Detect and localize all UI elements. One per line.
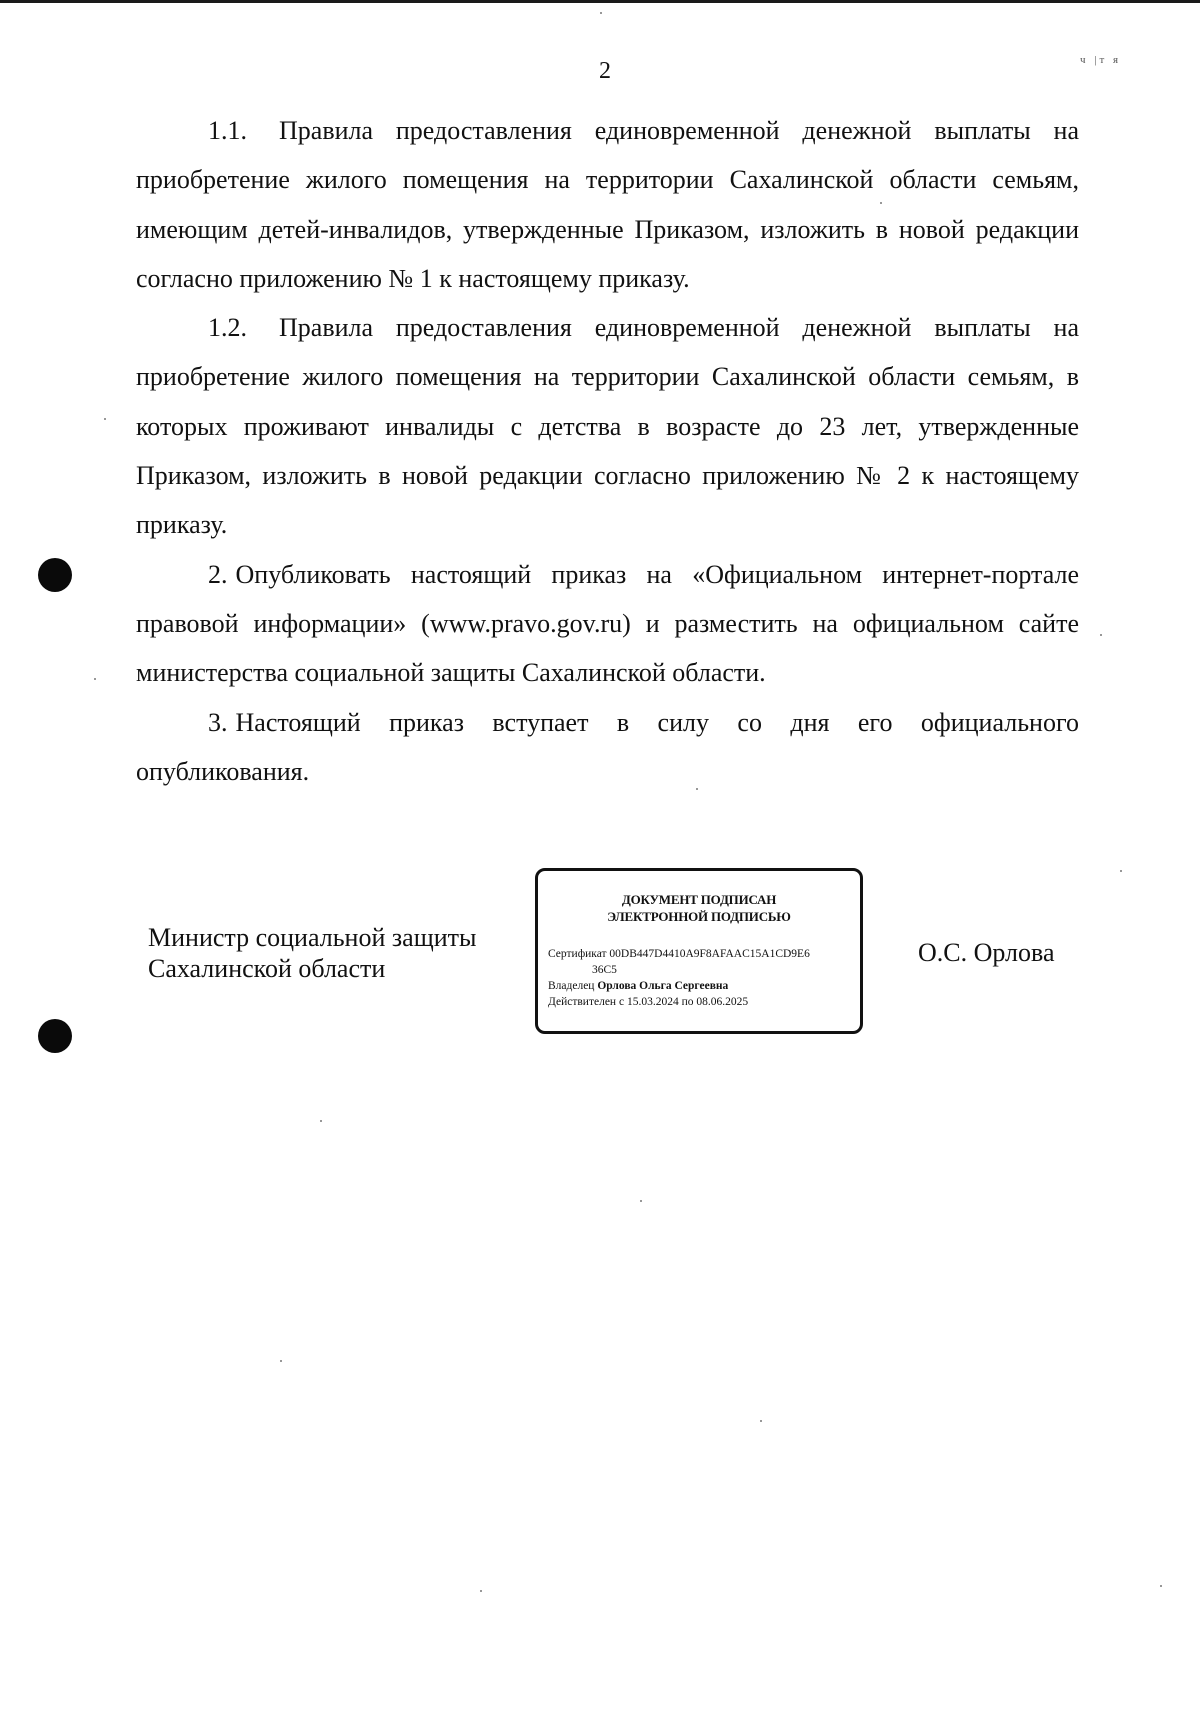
owner-line	[548, 978, 810, 994]
paragraph-3	[136, 698, 1079, 797]
corner-scan-mark: ч |т я	[1080, 54, 1122, 66]
paragraph-1-2	[136, 303, 1079, 549]
paragraph-number: 2.	[208, 559, 228, 589]
paragraph-2	[136, 550, 1079, 698]
stamp-title-line: ЭЛЕКТРОННОЙ ПОДПИСЬЮ	[607, 909, 791, 924]
scan-speck	[280, 1360, 282, 1362]
electronic-signature-stamp	[535, 868, 863, 1034]
certificate-line	[548, 946, 810, 962]
punch-hole-lower	[38, 1019, 72, 1053]
scan-speck	[1120, 870, 1122, 872]
owner-value: Орлова Ольга Сергеевна	[597, 980, 729, 992]
signer-name: О.С. Орлова	[918, 938, 1055, 967]
stamp-details	[548, 946, 810, 1010]
paragraph-number: 1.1.	[208, 116, 247, 145]
scan-speck	[880, 202, 882, 204]
scan-speck	[480, 1590, 482, 1592]
position-line: Сахалинской области	[148, 954, 386, 983]
certificate-value-cont: 36C5	[592, 964, 617, 976]
paragraph-text: Опубликовать настоящий приказ на «Официальном интернет-портале правовой информации» (www.pravo.gov.ru) и разместить на официальном сайте министерства социальной защиты Сахалинской области.	[136, 559, 1079, 688]
validity-line: Действителен с 15.03.2024 по 08.06.2025	[548, 996, 749, 1008]
scan-speck	[600, 12, 602, 14]
paragraph-text: Правила предоставления единовременной денежной выплаты на приобретение жилого помещения на территории Сахалинской области семьям, в которых проживают инвалиды с детства в возрасте до 23 лет, утвержденные Приказом, изложить в новой редакции согласно приложению № 2 к настоящему приказу.	[136, 313, 1079, 540]
paragraph-text: Правила предоставления единовременной денежной выплаты на приобретение жилого помещения на территории Сахалинской области семьям, имеющим детей-инвалидов, утвержденные Приказом, изложить в новой редакции согласно приложению № 1 к настоящему приказу.	[136, 116, 1079, 293]
scan-speck	[696, 788, 698, 790]
page-number: 2	[599, 58, 611, 84]
paragraph-number: 1.2.	[208, 313, 247, 343]
paragraph-number: 3.	[208, 707, 228, 737]
punch-hole-upper	[38, 558, 72, 592]
paragraph-text: Настоящий приказ вступает в силу со дня его официального опубликования.	[136, 707, 1079, 786]
scan-speck	[1160, 1585, 1162, 1587]
signatory-position	[148, 922, 476, 984]
top-edge-rule	[0, 0, 1200, 3]
paragraph-1-1	[136, 106, 1079, 303]
stamp-title	[538, 891, 860, 925]
certificate-label: Сертификат	[548, 948, 607, 960]
document-body	[136, 106, 1079, 796]
scan-speck	[1100, 634, 1102, 636]
owner-label: Владелец	[548, 980, 595, 992]
scan-speck	[94, 678, 96, 680]
scan-speck	[640, 1200, 642, 1202]
scan-speck	[104, 418, 106, 420]
scan-speck	[320, 1120, 322, 1122]
certificate-value: 00DB447D4410A9F8AFAAC15A1CD9E6	[609, 948, 810, 960]
position-line: Министр социальной защиты	[148, 923, 477, 952]
stamp-title-line: ДОКУМЕНТ ПОДПИСАН	[621, 892, 777, 907]
scan-speck	[760, 1420, 762, 1422]
